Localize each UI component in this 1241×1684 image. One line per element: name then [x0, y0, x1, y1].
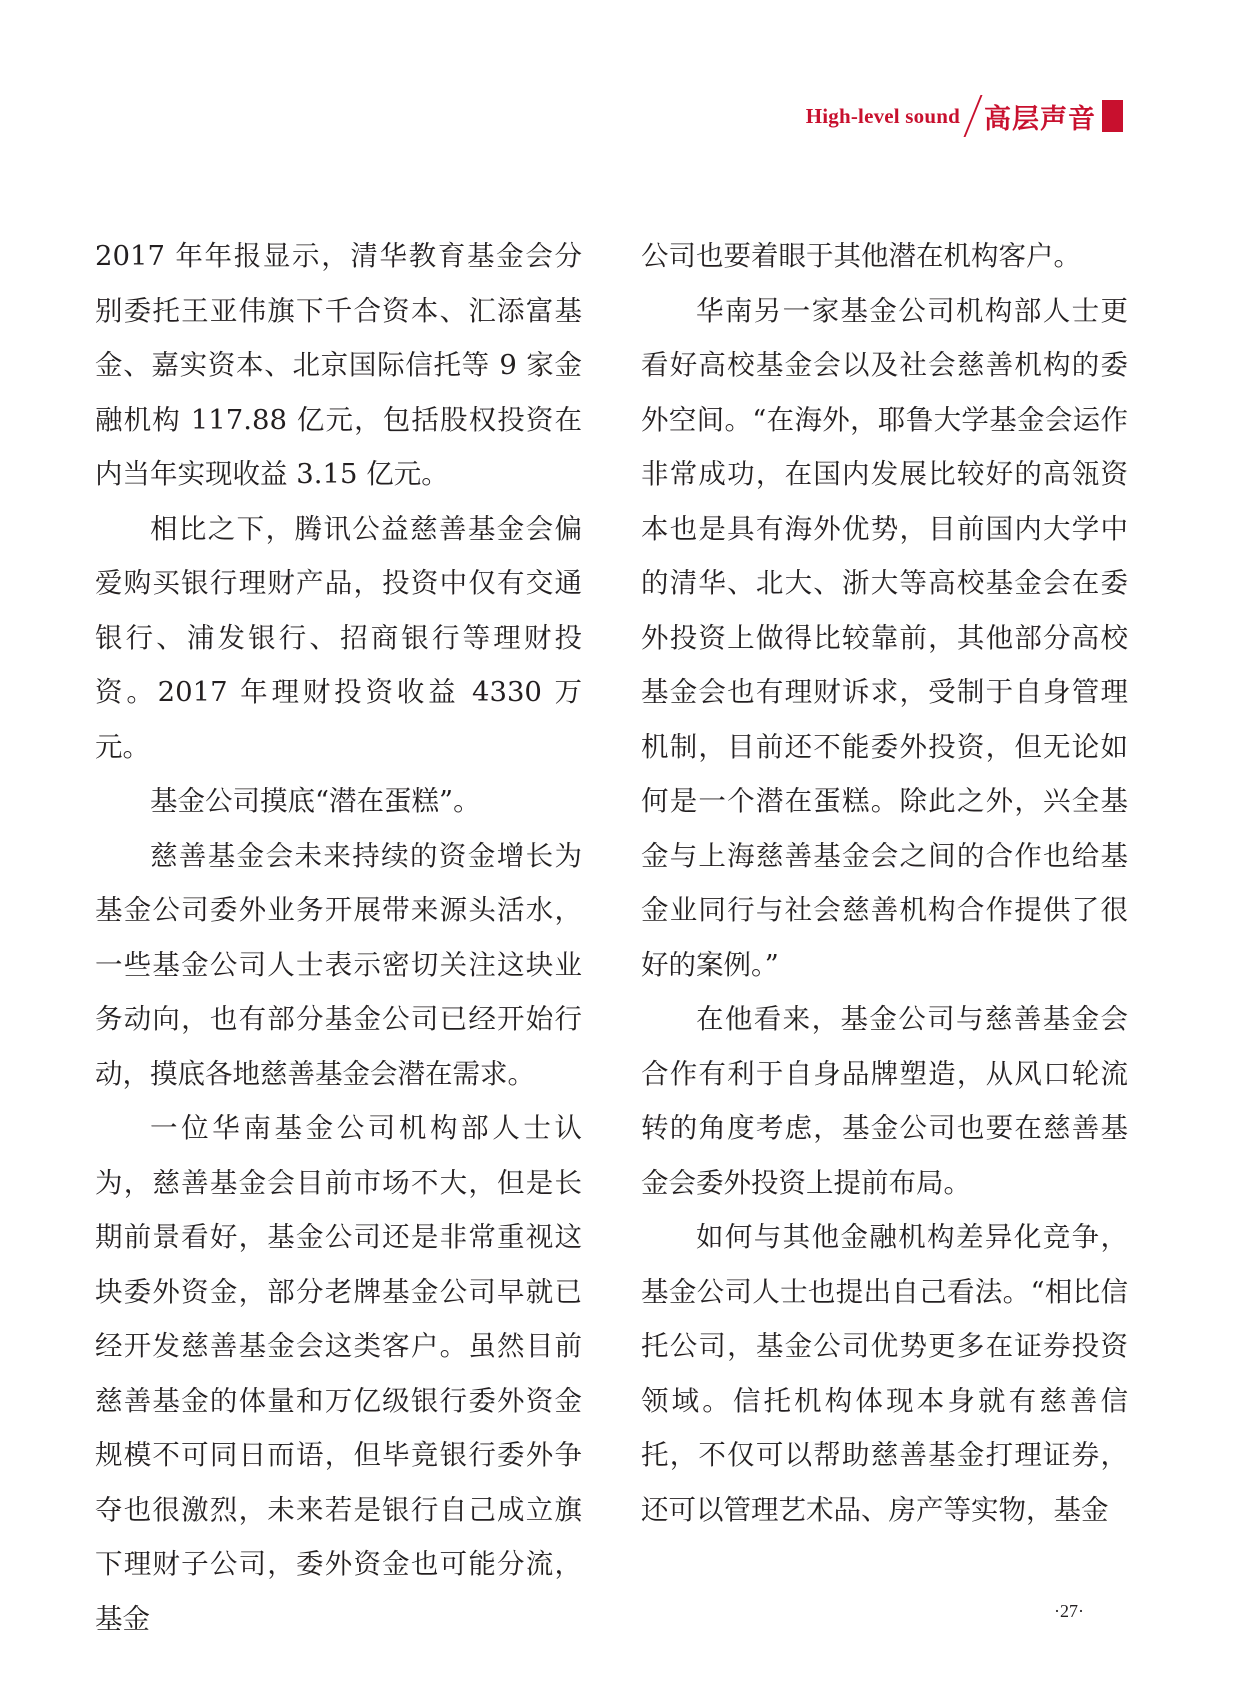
paragraph: 慈善基金会未来持续的资金增长为基金公司委外业务开展带来源头活水，一些基金公司人士表示密切关注这块业务动向，也有部分基金公司已经开始行动，摸底各地慈善基金会潜在需求。 — [95, 839, 582, 1090]
paragraph: 2017 年年报显示，清华教育基金会分别委托王亚伟旗下千合资本、汇添富基金、嘉实资本、北京国际信托等 9 家金融机构 117.88 亿元，包括股权投资在内当年实现收益 3.15 亿元。 — [95, 240, 582, 490]
right-column — [641, 229, 1128, 1537]
paragraph: 一位华南基金公司机构部人士认为，慈善基金会目前市场不大，但是长期前景看好，基金公司还是非常重视这块委外资金，部分老牌基金公司早就已经开发慈善基金会这类客户。虽然目前慈善基金的体量和万亿级银行委外资金规模不可同日而语，但毕竟银行委外争夺也很激烈，未来若是银行自己成立旗下理财子公司，委外资金也可能分流，基金 — [95, 1112, 582, 1635]
paragraph: 如何与其他金融机构差异化竞争，基金公司人士也提出自己看法。“相比信托公司，基金公司优势更多在证券投资领域。信托机构体现本身就有慈善信托，不仅可以帮助慈善基金打理证券，还可以管理艺术品、房产等实物，基金 — [641, 1221, 1128, 1526]
section-title-english: High-level sound — [805, 103, 960, 128]
slash-divider — [964, 95, 983, 137]
paragraph: 公司也要着眼于其他潜在机构客户。 — [641, 240, 1081, 272]
red-square-icon — [1102, 100, 1123, 132]
subheading: 基金公司摸底“潜在蛋糕”。 — [150, 785, 481, 817]
page-header — [806, 96, 1123, 136]
paragraph: 在他看来，基金公司与慈善基金会合作有利于自身品牌塑造，从风口轮流转的角度考虑，基金公司也要在慈善基金会委外投资上提前布局。 — [641, 1003, 1128, 1199]
paragraph: 相比之下，腾讯公益慈善基金会偏爱购买银行理财产品，投资中仅有交通银行、浦发银行、招商银行等理财投资。2017 年理财投资收益 4330 万元。 — [95, 512, 582, 763]
section-title-chinese: 高层声音 — [984, 103, 1096, 135]
left-column — [95, 229, 582, 1646]
paragraph: 华南另一家基金公司机构部人士更看好高校基金会以及社会慈善机构的委外空间。“在海外，耶鲁大学基金会运作非常成功，在国内发展比较好的高瓴资本也是具有海外优势，目前国内大学中的清华、北大、浙大等高校基金会在委外投资上做得比较靠前，其他部分高校基金会也有理财诉求，受制于自身管理机制，目前还不能委外投资，但无论如何是一个潜在蛋糕。除此之外，兴全基金与上海慈善基金会之间的合作也给基金业同行与社会慈善机构合作提供了很好的案例。” — [641, 294, 1128, 981]
page-number: ·27· — [1054, 1601, 1084, 1621]
